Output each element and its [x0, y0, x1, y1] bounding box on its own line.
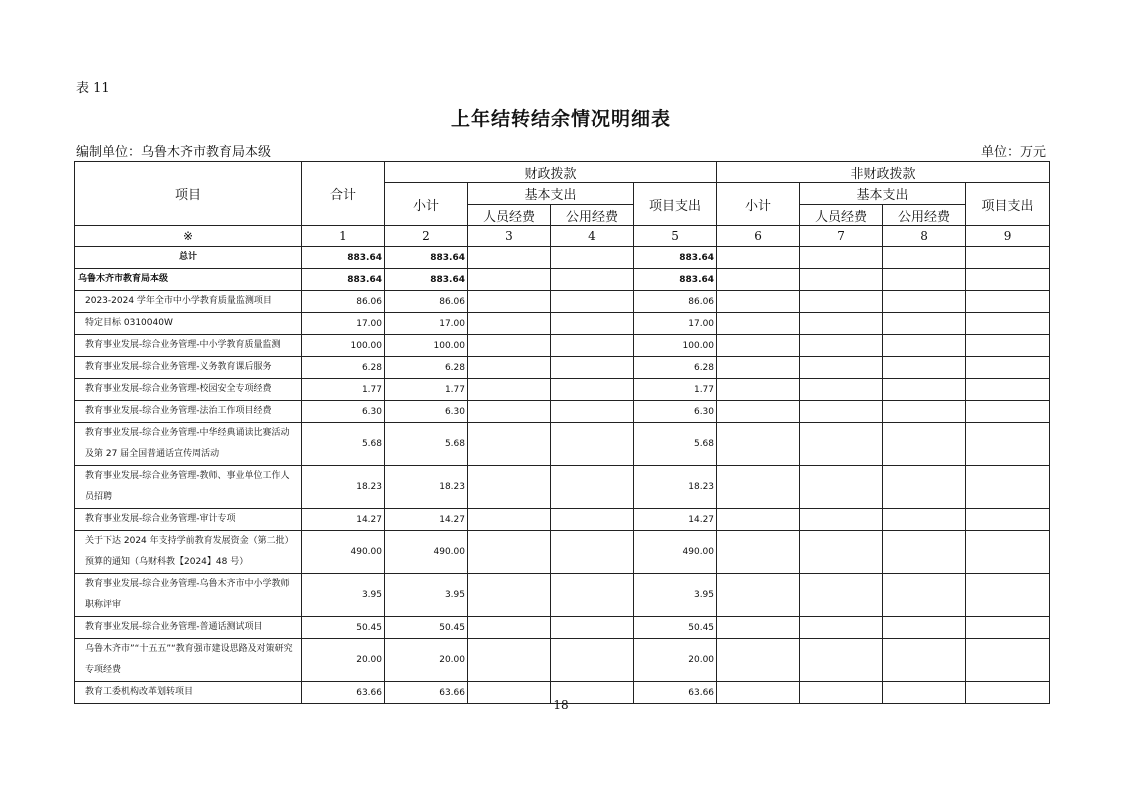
- row-value-c4: [551, 617, 634, 639]
- row-value-c4: [551, 335, 634, 357]
- row-item-name: 教育事业发展-综合业务管理-审计专项: [75, 509, 302, 531]
- row-item-name: 教育工委机构改革划转项目: [75, 682, 302, 704]
- row-value-c6: [717, 313, 800, 335]
- row-value-c9: [966, 357, 1050, 379]
- row-value-c4: [551, 531, 634, 574]
- row-value-c7: [800, 617, 883, 639]
- row-value-c6: [717, 509, 800, 531]
- row-value-c1: 1.77: [302, 379, 385, 401]
- row-value-c1: 14.27: [302, 509, 385, 531]
- table-row: [75, 509, 1050, 531]
- row-value-c4: [551, 313, 634, 335]
- row-value-c6: [717, 247, 800, 269]
- row-value-c2: 50.45: [385, 617, 468, 639]
- row-value-c1: 6.30: [302, 401, 385, 423]
- table-row: [75, 574, 1050, 617]
- row-value-c1: 17.00: [302, 313, 385, 335]
- row-value-c8: [883, 247, 966, 269]
- table-row: [75, 401, 1050, 423]
- row-value-c4: [551, 269, 634, 291]
- row-value-c1: 6.28: [302, 357, 385, 379]
- carryover-balance-table: [74, 161, 1050, 704]
- row-value-c5: 17.00: [634, 313, 717, 335]
- header-nonfiscal-personnel: 人员经费: [800, 205, 883, 226]
- table-row: [75, 466, 1050, 509]
- row-item-name: 教育事业发展-综合业务管理-法治工作项目经费: [75, 401, 302, 423]
- row-value-c3: [468, 509, 551, 531]
- row-value-c4: [551, 247, 634, 269]
- row-value-c2: 3.95: [385, 574, 468, 617]
- header-nonfiscal-public: 公用经费: [883, 205, 966, 226]
- row-value-c7: [800, 509, 883, 531]
- row-value-c8: [883, 509, 966, 531]
- row-value-c3: [468, 423, 551, 466]
- row-value-c3: [468, 291, 551, 313]
- row-value-c9: [966, 617, 1050, 639]
- row-value-c1: 50.45: [302, 617, 385, 639]
- row-item-name: 教育事业发展-综合业务管理-乌鲁木齐市中小学教师职称评审: [75, 574, 302, 617]
- row-item-name: 2023-2024 学年全市中小学教育质量监测项目: [75, 291, 302, 313]
- row-value-c7: [800, 313, 883, 335]
- table-row: [75, 313, 1050, 335]
- row-value-c3: [468, 466, 551, 509]
- header-fiscal-basic: 基本支出: [468, 183, 634, 205]
- row-value-c2: 14.27: [385, 509, 468, 531]
- row-value-c4: [551, 291, 634, 313]
- row-value-c1: 883.64: [302, 269, 385, 291]
- row-value-c2: 17.00: [385, 313, 468, 335]
- row-value-c8: [883, 531, 966, 574]
- row-item-name: 教育事业发展-综合业务管理-义务教育课后服务: [75, 357, 302, 379]
- row-value-c5: 5.68: [634, 423, 717, 466]
- row-value-c9: [966, 379, 1050, 401]
- table-row: [75, 269, 1050, 291]
- index-cell: 2: [385, 226, 468, 247]
- row-value-c1: 20.00: [302, 639, 385, 682]
- row-value-c9: [966, 531, 1050, 574]
- row-value-c8: [883, 357, 966, 379]
- row-value-c7: [800, 531, 883, 574]
- index-cell: 6: [717, 226, 800, 247]
- row-value-c6: [717, 335, 800, 357]
- row-value-c5: 63.66: [634, 682, 717, 704]
- header-fiscal-subtotal: 小计: [385, 183, 468, 226]
- row-value-c2: 20.00: [385, 639, 468, 682]
- row-value-c8: [883, 401, 966, 423]
- row-value-c5: 6.28: [634, 357, 717, 379]
- table-row: [75, 335, 1050, 357]
- row-value-c5: 1.77: [634, 379, 717, 401]
- row-value-c4: [551, 466, 634, 509]
- page-title: 上年结转结余情况明细表: [450, 108, 671, 130]
- page-number: 18: [553, 698, 569, 712]
- row-value-c2: 1.77: [385, 379, 468, 401]
- row-value-c3: [468, 379, 551, 401]
- row-value-c6: [717, 379, 800, 401]
- row-value-c7: [800, 247, 883, 269]
- row-value-c8: [883, 313, 966, 335]
- row-value-c2: 883.64: [385, 247, 468, 269]
- row-value-c2: 100.00: [385, 335, 468, 357]
- row-value-c6: [717, 269, 800, 291]
- row-value-c6: [717, 401, 800, 423]
- row-value-c3: [468, 639, 551, 682]
- row-value-c6: [717, 639, 800, 682]
- row-item-name: 乌鲁木齐市”“十五五”“教育强市建设思路及对策研究专项经费: [75, 639, 302, 682]
- row-item-name: 乌鲁木齐市教育局本级: [75, 269, 302, 291]
- row-value-c9: [966, 269, 1050, 291]
- row-value-c3: [468, 269, 551, 291]
- row-value-c1: 100.00: [302, 335, 385, 357]
- row-value-c7: [800, 466, 883, 509]
- row-value-c4: [551, 379, 634, 401]
- row-item-name: 教育事业发展-综合业务管理-中华经典诵读比赛活动及第 27 届全国普通话宣传周活动: [75, 423, 302, 466]
- row-value-c5: 883.64: [634, 269, 717, 291]
- row-value-c9: [966, 313, 1050, 335]
- index-cell: 9: [966, 226, 1050, 247]
- row-value-c2: 6.28: [385, 357, 468, 379]
- row-value-c7: [800, 335, 883, 357]
- row-value-c3: [468, 531, 551, 574]
- row-value-c4: [551, 401, 634, 423]
- row-value-c2: 86.06: [385, 291, 468, 313]
- table-row: [75, 617, 1050, 639]
- row-value-c3: [468, 401, 551, 423]
- row-value-c6: [717, 574, 800, 617]
- row-value-c8: [883, 639, 966, 682]
- row-value-c2: 18.23: [385, 466, 468, 509]
- row-value-c7: [800, 401, 883, 423]
- currency-unit: 单位：万元: [980, 145, 1046, 160]
- row-value-c8: [883, 466, 966, 509]
- row-value-c2: 5.68: [385, 423, 468, 466]
- header-item: 项目: [75, 162, 302, 226]
- index-cell: ※: [75, 226, 302, 247]
- row-value-c1: 490.00: [302, 531, 385, 574]
- row-value-c7: [800, 291, 883, 313]
- row-value-c9: [966, 247, 1050, 269]
- row-value-c9: [966, 466, 1050, 509]
- row-value-c6: [717, 357, 800, 379]
- header-nonfiscal-basic: 基本支出: [800, 183, 966, 205]
- row-item-name: 教育事业发展-综合业务管理-中小学教育质量监测: [75, 335, 302, 357]
- row-value-c9: [966, 639, 1050, 682]
- row-value-c5: 3.95: [634, 574, 717, 617]
- header-nonfiscal-subtotal: 小计: [717, 183, 800, 226]
- row-value-c8: [883, 379, 966, 401]
- table-row: [75, 357, 1050, 379]
- index-cell: 4: [551, 226, 634, 247]
- compiling-unit: 编制单位：乌鲁木齐市教育局本级: [76, 145, 272, 160]
- index-cell: 8: [883, 226, 966, 247]
- row-item-name: 特定目标 0310040W: [75, 313, 302, 335]
- header-fiscal-public: 公用经费: [551, 205, 634, 226]
- row-value-c5: 50.45: [634, 617, 717, 639]
- row-value-c4: [551, 509, 634, 531]
- row-value-c3: [468, 247, 551, 269]
- table-row: [75, 379, 1050, 401]
- table-row: [75, 291, 1050, 313]
- header-nonfiscal: 非财政拨款: [717, 162, 1050, 183]
- table-row: [75, 423, 1050, 466]
- row-value-c7: [800, 423, 883, 466]
- row-value-c5: 14.27: [634, 509, 717, 531]
- row-value-c1: 63.66: [302, 682, 385, 704]
- row-value-c3: [468, 357, 551, 379]
- row-value-c9: [966, 291, 1050, 313]
- index-cell: 5: [634, 226, 717, 247]
- row-value-c1: 883.64: [302, 247, 385, 269]
- row-value-c5: 18.23: [634, 466, 717, 509]
- header-fiscal-project: 项目支出: [634, 183, 717, 226]
- row-value-c8: [883, 335, 966, 357]
- row-value-c5: 20.00: [634, 639, 717, 682]
- row-value-c7: [800, 269, 883, 291]
- row-value-c2: 6.30: [385, 401, 468, 423]
- table-row: [75, 639, 1050, 682]
- row-value-c1: 86.06: [302, 291, 385, 313]
- index-cell: 7: [800, 226, 883, 247]
- header-fiscal: 财政拨款: [385, 162, 717, 183]
- row-value-c9: [966, 423, 1050, 466]
- row-value-c8: [883, 574, 966, 617]
- row-value-c8: [883, 291, 966, 313]
- header-total: 合计: [302, 162, 385, 226]
- row-value-c3: [468, 335, 551, 357]
- row-value-c8: [883, 269, 966, 291]
- index-cell: 1: [302, 226, 385, 247]
- row-value-c5: 100.00: [634, 335, 717, 357]
- row-item-name: 关于下达 2024 年支持学前教育发展资金（第二批）预算的通知（乌财科教【2024】48 号）: [75, 531, 302, 574]
- row-value-c9: [966, 509, 1050, 531]
- row-value-c2: 883.64: [385, 269, 468, 291]
- row-value-c8: [883, 617, 966, 639]
- row-value-c6: [717, 466, 800, 509]
- row-value-c4: [551, 423, 634, 466]
- row-value-c5: 490.00: [634, 531, 717, 574]
- row-value-c9: [966, 574, 1050, 617]
- row-value-c4: [551, 639, 634, 682]
- row-value-c9: [966, 401, 1050, 423]
- row-value-c7: [800, 379, 883, 401]
- row-value-c4: [551, 357, 634, 379]
- table-row: [75, 531, 1050, 574]
- row-item-name: 总计: [75, 247, 302, 269]
- row-value-c6: [717, 617, 800, 639]
- row-value-c7: [800, 357, 883, 379]
- row-value-c3: [468, 313, 551, 335]
- row-value-c5: 883.64: [634, 247, 717, 269]
- table-number: 表 11: [76, 81, 110, 96]
- row-value-c9: [966, 335, 1050, 357]
- header-fiscal-personnel: 人员经费: [468, 205, 551, 226]
- row-value-c4: [551, 574, 634, 617]
- row-value-c7: [800, 639, 883, 682]
- row-value-c3: [468, 617, 551, 639]
- row-value-c1: 18.23: [302, 466, 385, 509]
- index-cell: 3: [468, 226, 551, 247]
- row-item-name: 教育事业发展-综合业务管理-教师、事业单位工作人员招聘: [75, 466, 302, 509]
- row-item-name: 教育事业发展-综合业务管理-普通话测试项目: [75, 617, 302, 639]
- row-value-c6: [717, 423, 800, 466]
- row-value-c6: [717, 531, 800, 574]
- row-value-c2: 63.66: [385, 682, 468, 704]
- row-value-c5: 6.30: [634, 401, 717, 423]
- row-value-c3: [468, 574, 551, 617]
- row-value-c8: [883, 423, 966, 466]
- row-value-c6: [717, 291, 800, 313]
- table-body: [75, 247, 1050, 704]
- row-value-c7: [800, 574, 883, 617]
- row-item-name: 教育事业发展-综合业务管理-校园安全专项经费: [75, 379, 302, 401]
- row-value-c5: 86.06: [634, 291, 717, 313]
- row-value-c1: 5.68: [302, 423, 385, 466]
- header-nonfiscal-project: 项目支出: [966, 183, 1050, 226]
- row-value-c2: 490.00: [385, 531, 468, 574]
- table-row: [75, 247, 1050, 269]
- row-value-c1: 3.95: [302, 574, 385, 617]
